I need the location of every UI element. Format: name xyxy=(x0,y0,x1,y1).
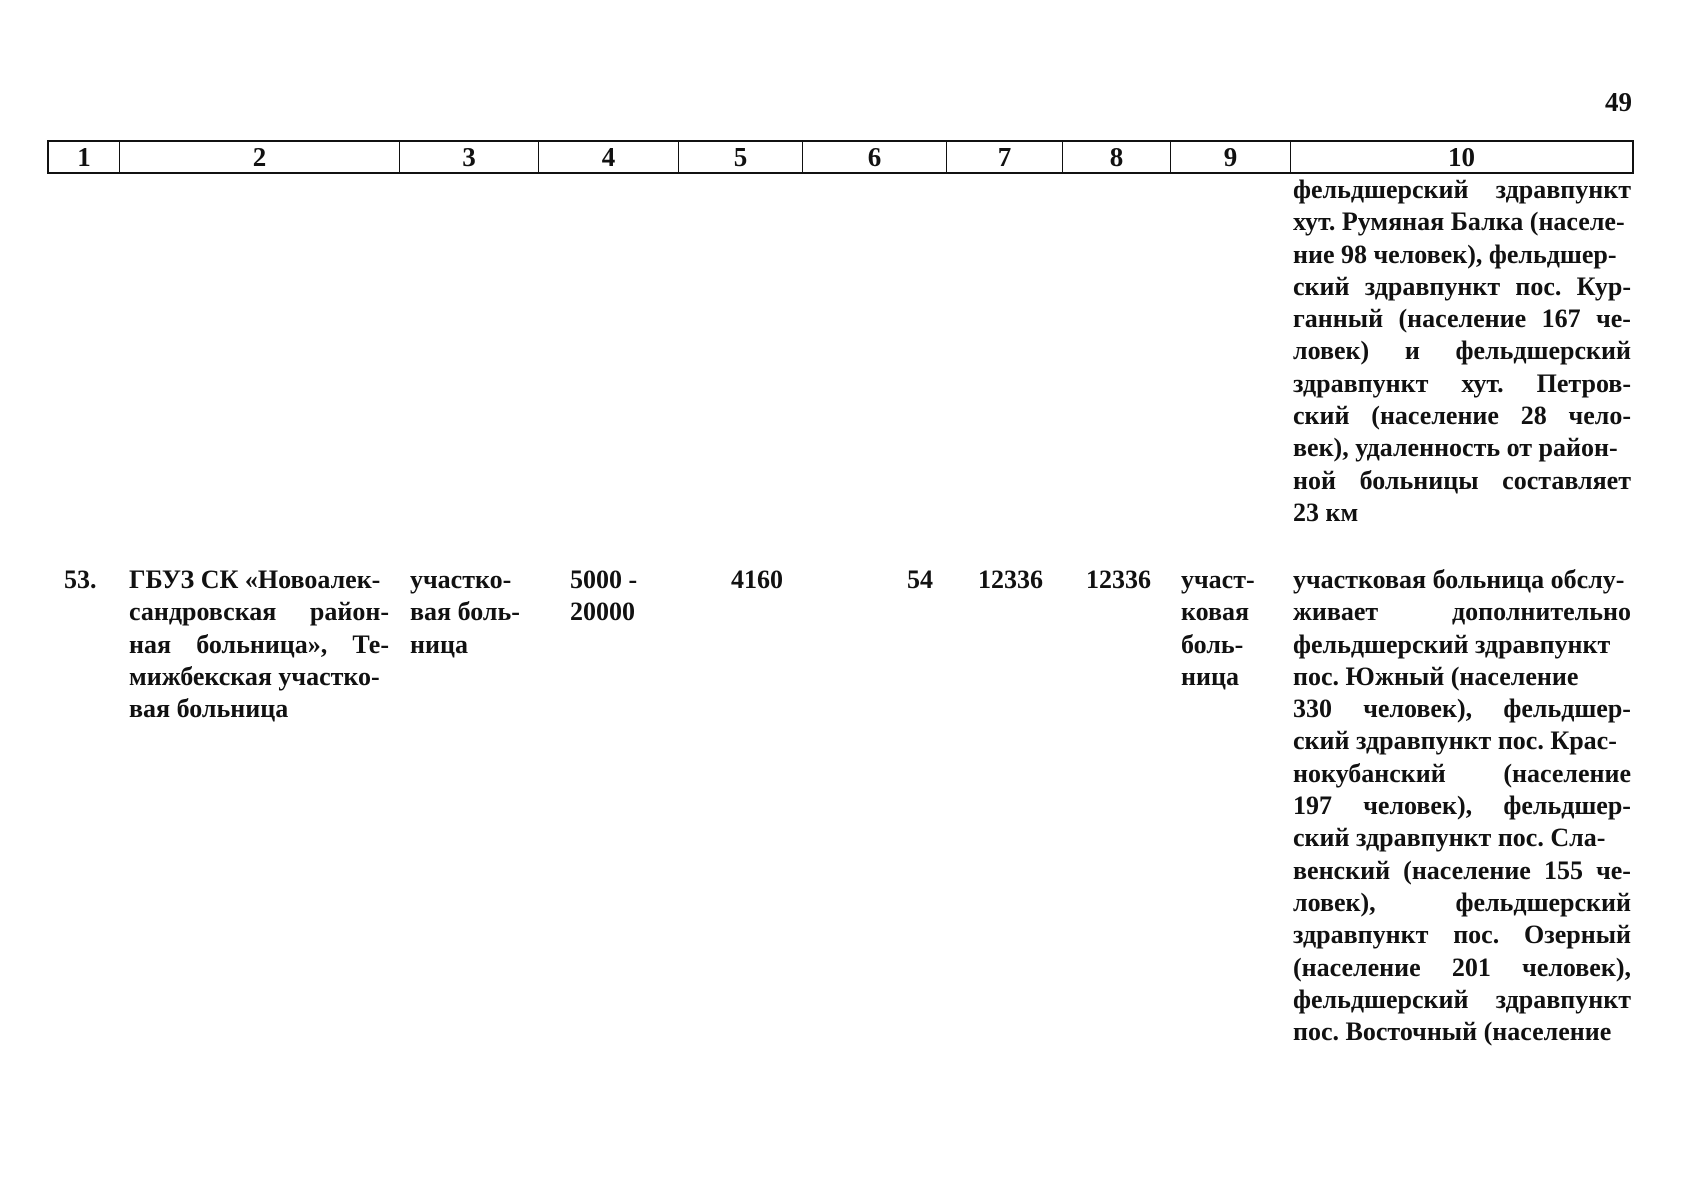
text-line: ганный (население 167 че- xyxy=(1293,304,1631,334)
text-line: ние 98 человек), фельдшер- xyxy=(1293,239,1617,269)
text-line: живает дополнительно xyxy=(1293,597,1631,627)
continuation-col10-text xyxy=(1293,174,1631,529)
text-line: 330 человек), фельдшер- xyxy=(1293,694,1631,724)
row-53-col7-value: 12336 xyxy=(978,565,1043,594)
row-53-institution-name xyxy=(129,564,389,725)
header-col-4: 4 xyxy=(539,142,679,172)
text-line: ная больница», Те- xyxy=(129,629,389,659)
text-line: ной больницы составляет xyxy=(1293,465,1631,495)
row-53-number: 53. xyxy=(64,565,97,594)
row-53-facility-type xyxy=(1181,564,1271,693)
text-line: ница xyxy=(410,629,468,659)
header-col-3: 3 xyxy=(400,142,539,172)
header-col-5: 5 xyxy=(679,142,803,172)
row-53-col5-value: 4160 xyxy=(731,565,783,594)
text-line: век), удаленность от район- xyxy=(1293,433,1618,463)
text-line: участ- xyxy=(1181,565,1255,594)
text-line: 23 км xyxy=(1293,497,1359,527)
header-col-6: 6 xyxy=(803,142,947,172)
text-line: мижбекская участко- xyxy=(129,661,380,691)
text-line: пос. Южный (население xyxy=(1293,661,1579,691)
header-col-9: 9 xyxy=(1171,142,1291,172)
text-line: ковая xyxy=(1181,597,1250,627)
text-line: фельдшерский здравпункт xyxy=(1293,175,1631,204)
row-53-type xyxy=(410,564,530,661)
text-line: вая боль- xyxy=(410,597,520,627)
text-line: вая больница xyxy=(129,694,289,724)
text-line: (население 201 человек), xyxy=(1293,952,1631,982)
text-line: фельдшерский здравпункт xyxy=(1293,629,1611,659)
text-line: ский здравпункт пос. Крас- xyxy=(1293,726,1617,756)
text-line: ский (население 28 чело- xyxy=(1293,401,1631,431)
text-line: боль- xyxy=(1181,629,1244,659)
text-line: ский здравпункт пос. Сла- xyxy=(1293,823,1606,853)
table-header-row xyxy=(47,140,1634,174)
text-line: нокубанский (население xyxy=(1293,758,1631,788)
text-line: ница xyxy=(1181,661,1239,691)
text-line: участко- xyxy=(410,565,512,594)
text-line: 20000 xyxy=(570,597,635,627)
header-col-2: 2 xyxy=(120,142,400,172)
text-line: пос. Восточный (население xyxy=(1293,1017,1612,1047)
text-line: здравпункт хут. Петров- xyxy=(1293,368,1631,398)
text-line: 197 человек), фельдшер- xyxy=(1293,791,1631,821)
row-53-description xyxy=(1293,564,1631,1048)
header-col-1: 1 xyxy=(49,142,120,172)
text-line: венский (население 155 че- xyxy=(1293,855,1631,885)
header-col-7: 7 xyxy=(947,142,1063,172)
text-line: ГБУЗ СК «Новоалек- xyxy=(129,565,381,594)
header-col-10: 10 xyxy=(1448,141,1475,172)
row-53-population-range xyxy=(570,564,670,629)
row-53-col6-value: 54 xyxy=(907,565,933,594)
row-53-col8-value: 12336 xyxy=(1086,565,1151,594)
text-line: здравпункт пос. Озерный xyxy=(1293,920,1631,950)
text-line: хут. Румяная Балка (населе- xyxy=(1293,207,1625,237)
header-col-8: 8 xyxy=(1063,142,1171,172)
text-line: фельдшерский здравпункт xyxy=(1293,984,1631,1014)
text-line: ловек), фельдшерский xyxy=(1293,887,1631,917)
text-line: ский здравпункт пос. Кур- xyxy=(1293,271,1631,301)
text-line: участковая больница обслу- xyxy=(1293,565,1625,594)
text-line: сандровская район- xyxy=(129,597,389,627)
page-number: 49 xyxy=(1605,87,1632,117)
text-line: 5000 - xyxy=(570,565,638,594)
text-line: ловек) и фельдшерский xyxy=(1293,336,1631,366)
